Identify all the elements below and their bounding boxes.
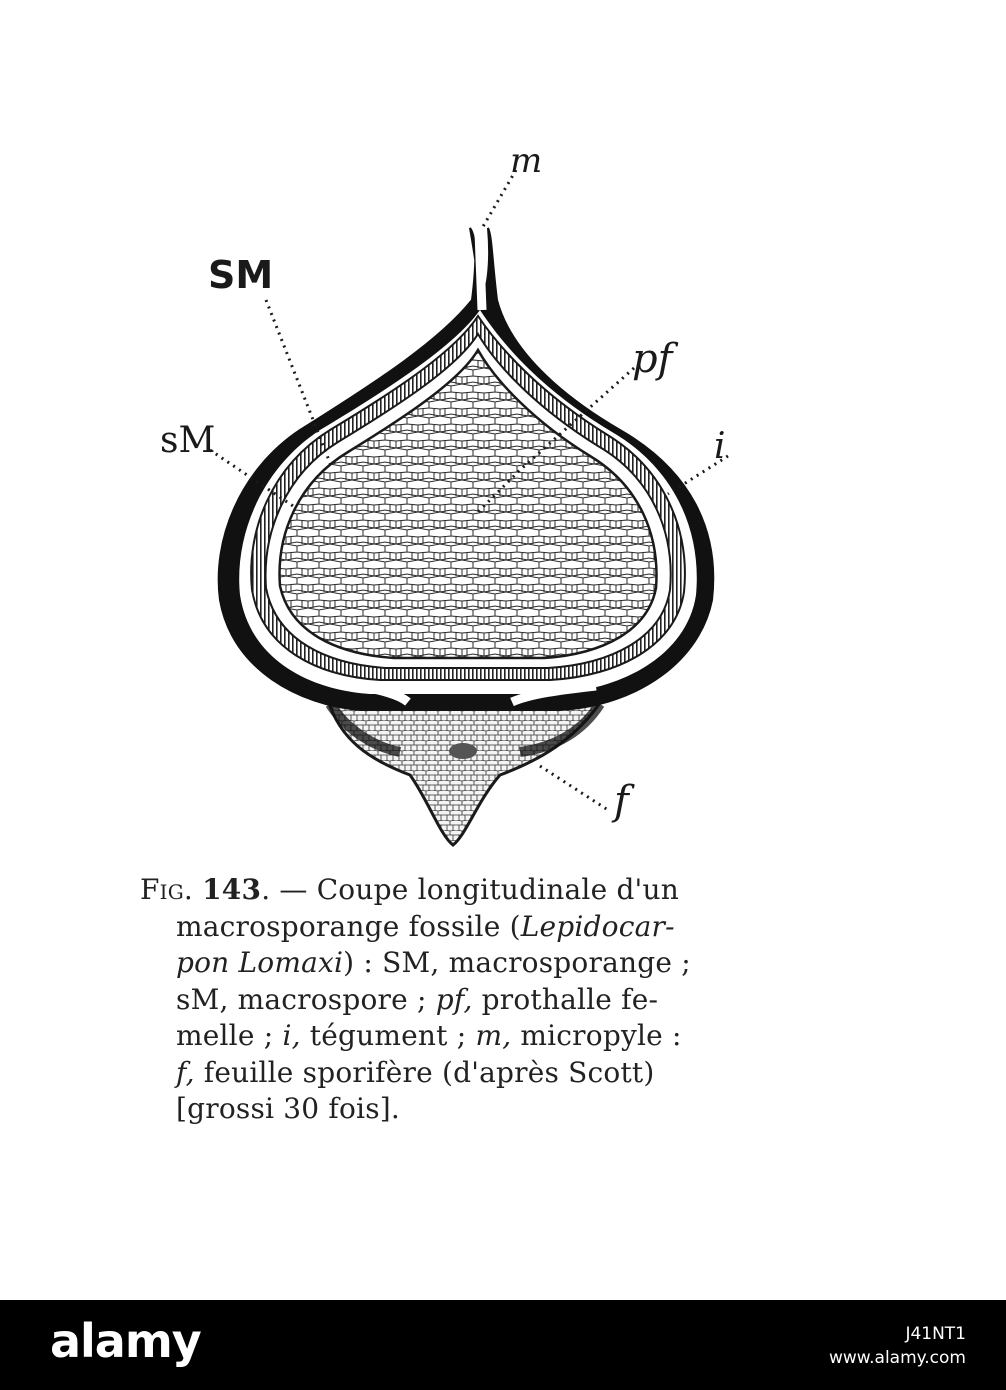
caption-line-1 [140,872,770,909]
label-sM: sM [160,420,216,461]
image-id-block [829,1322,966,1370]
caption-line-4-end: prothalle fe- [472,982,659,1016]
site-url: www.alamy.com [828,1348,966,1368]
caption-i: i, [282,1019,301,1052]
caption-line-2-text: macrosporange fossile ( [176,909,521,943]
label-m: m [510,141,543,181]
label-pf: pf [632,336,673,382]
caption-f: f, [176,1055,195,1089]
alamy-logo: alamy [50,1314,201,1368]
caption-line-4-text: sM, macrospore ; [176,982,436,1016]
label-i: i [714,426,726,467]
caption-line-5-end: micropyle : [511,1019,682,1052]
image-id: J41NT1 [905,1324,966,1344]
figure-caption [140,872,770,1128]
label-f: f [614,778,629,824]
sporophyll-base [328,700,602,845]
caption-species: pon Lomaxi [176,946,344,979]
caption-line-6-text: feuille sporifère (d'après Scott) [194,1055,655,1089]
caption-line-5-mid: tégument ; [300,1019,476,1052]
caption-line-7-text: [grossi 30 fois]. [176,1092,400,1125]
caption-line-4 [140,982,770,1019]
caption-line-1-text: . — Coupe longitudinale d'un [261,873,679,906]
caption-line-3 [140,945,770,982]
caption-line-6 [140,1055,770,1092]
label-SM: SM [208,253,274,297]
caption-line-2 [140,909,770,946]
caption-line-3-text: ) : SM, macrosporange ; [343,946,691,979]
watermark-bar [0,1300,1006,1390]
caption-line-5-text: melle ; [176,1019,283,1052]
caption-genus: Lepidocar- [520,909,675,943]
caption-pf: pf, [435,982,473,1016]
female-prothallus [280,350,657,658]
caption-fig-prefix: Fig. [140,873,194,906]
vascular-bundle [449,743,477,759]
caption-line-5 [140,1018,770,1055]
caption-m: m, [475,1019,512,1052]
caption-fig-number: 143 [202,873,262,906]
caption-line-7 [140,1091,770,1128]
